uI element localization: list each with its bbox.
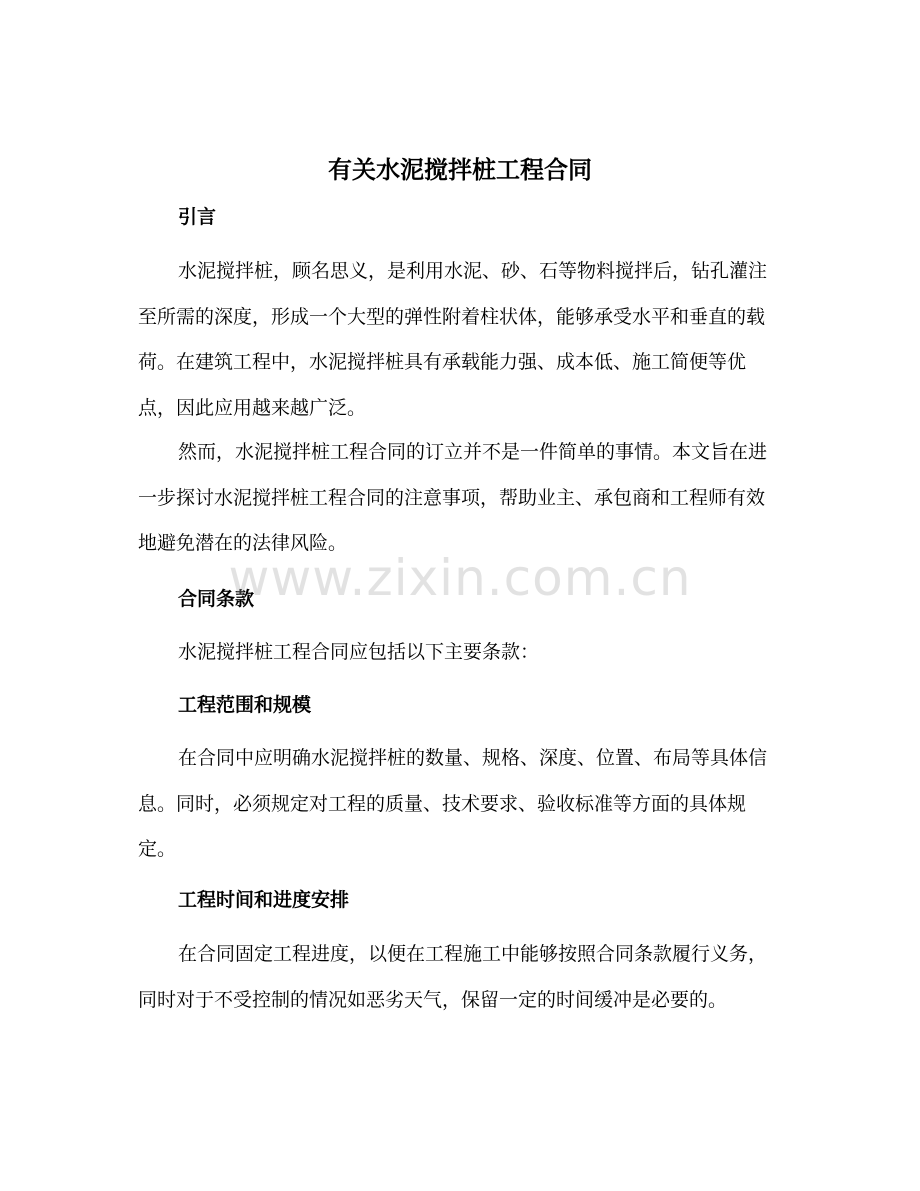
paragraph-schedule: 在合同固定工程进度，以便在工程施工中能够按照合同条款履行义务，同时对于不受控制的情况如恶劣天气，保留一定的时间缓冲是必要的。 — [138, 943, 768, 1011]
section-heading-schedule: 工程时间和进度安排 — [178, 889, 350, 911]
document-title: 有关水泥搅拌桩工程合同 — [328, 156, 592, 184]
section-heading-contract-terms: 合同条款 — [178, 588, 255, 610]
paragraph-scope: 在合同中应明确水泥搅拌桩的数量、规格、深度、位置、布局等具体信息。同时，必须规定对工程的质量、技术要求、验收标准等方面的具体规定。 — [138, 747, 768, 860]
section-heading-scope: 工程范围和规模 — [178, 694, 312, 716]
watermark: www.zixin.com.cn — [228, 549, 692, 607]
section-heading-intro: 引言 — [178, 206, 217, 228]
paragraph-intro-1: 水泥搅拌桩，顾名思义，是利用水泥、砂、石等物料搅拌后，钻孔灌注至所需的深度，形成一个大型的弹性附着柱状体，能够承受水平和垂直的载荷。在建筑工程中，水泥搅拌桩具有承载能力强、成本低、施工简便等优点，因此应用越来越广泛。 — [138, 260, 768, 419]
paragraph-intro-2: 然而，水泥搅拌桩工程合同的订立并不是一件简单的事情。本文旨在进一步探讨水泥搅拌桩工程合同的注意事项，帮助业主、承包商和工程师有效地避免潜在的法律风险。 — [138, 441, 768, 554]
paragraph-contract-terms: 水泥搅拌桩工程合同应包括以下主要条款： — [178, 641, 540, 663]
